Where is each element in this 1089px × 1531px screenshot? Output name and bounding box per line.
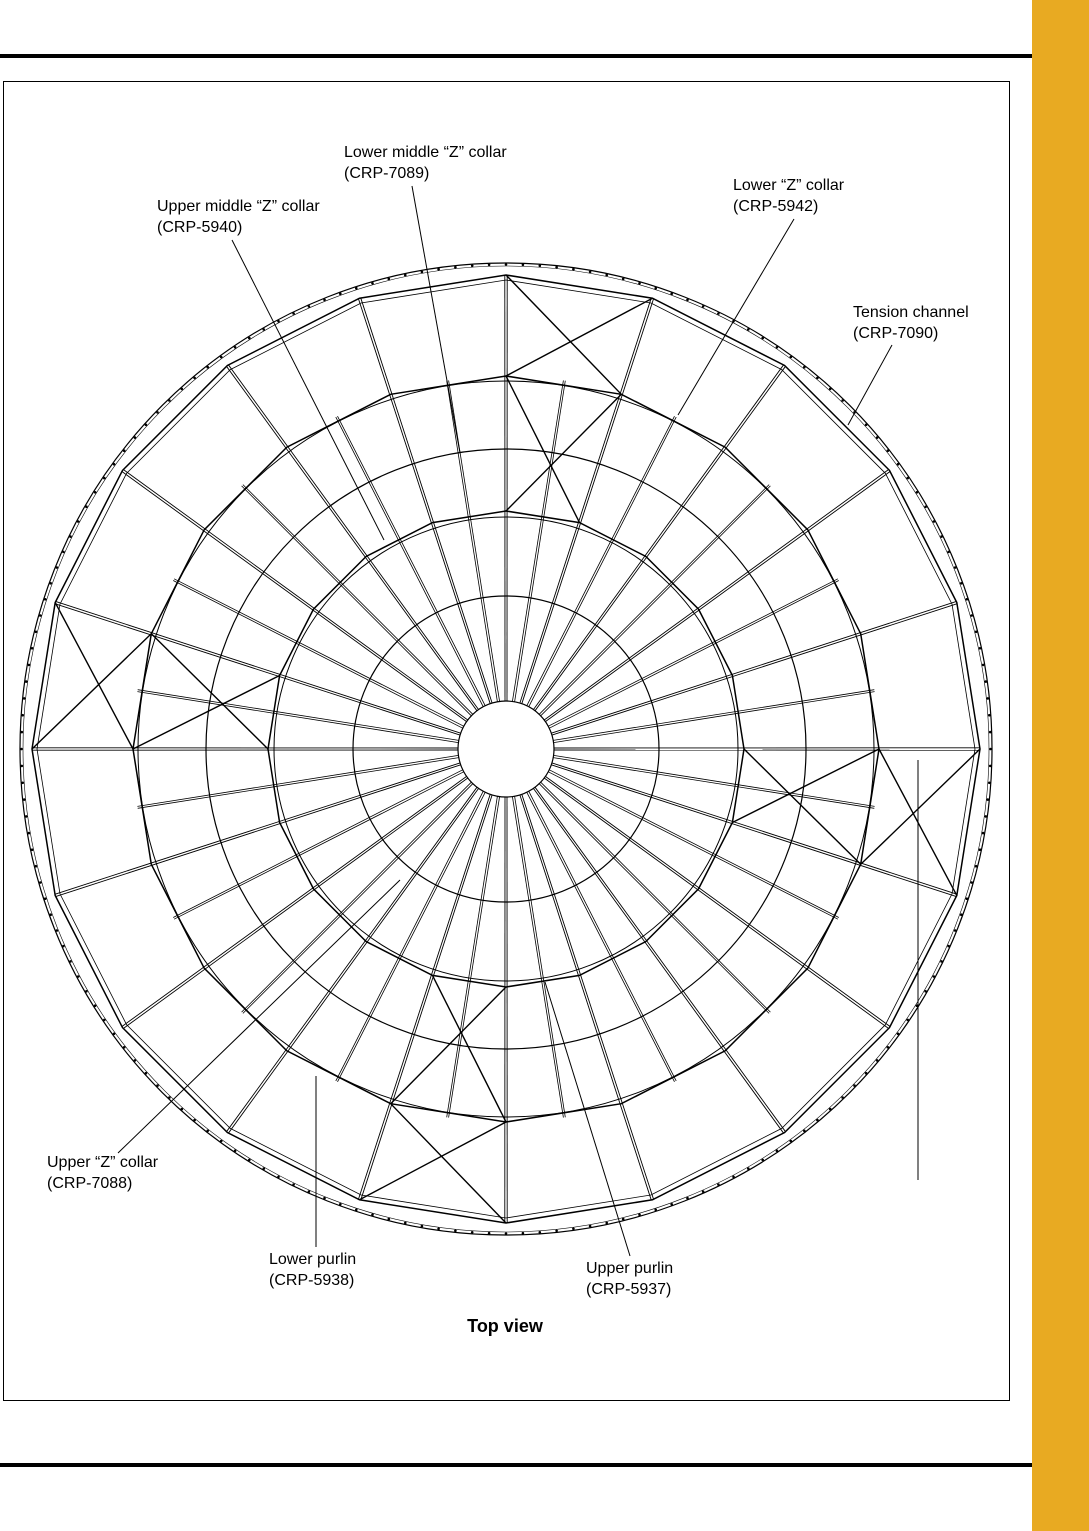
bolt [206, 1130, 209, 1133]
bolt [933, 520, 936, 523]
bolt [622, 1218, 625, 1221]
bolt [989, 731, 992, 734]
bolt [989, 765, 992, 768]
bolt [717, 1183, 720, 1186]
bolt [35, 865, 38, 868]
bolt [181, 1108, 184, 1111]
bolt [277, 320, 280, 323]
bolt [572, 268, 575, 271]
bolt [437, 1228, 440, 1231]
lower-middle-z-collar [206, 449, 806, 1049]
callout-lower-purlin [269, 1249, 356, 1291]
bolt [69, 535, 72, 538]
bolt [355, 287, 358, 290]
bolt [21, 731, 24, 734]
bolt [339, 1203, 342, 1206]
outer-ring-inner-edge [23, 266, 989, 1232]
rafter [545, 776, 890, 1026]
cross-brace [55, 603, 133, 750]
bolt [193, 377, 196, 380]
leader-lower-middle-z-collar [412, 186, 460, 453]
upper-z-collar [353, 596, 659, 902]
rafter [228, 365, 478, 710]
bolt [262, 328, 265, 331]
bolt [220, 1140, 223, 1143]
callout-upper-middle-z-collar [157, 196, 320, 238]
bolt [69, 960, 72, 963]
rafter [122, 776, 467, 1026]
bolt [292, 312, 295, 315]
bolt [454, 1230, 457, 1233]
tension-channel-inner [37, 280, 975, 1218]
bolt [638, 282, 641, 285]
bolt [437, 268, 440, 271]
bolt [572, 1228, 575, 1231]
bolt [471, 264, 474, 267]
bolt [916, 491, 919, 494]
bolt [404, 274, 407, 277]
bolt [454, 266, 457, 269]
bolt [20, 748, 23, 751]
bolt [987, 798, 990, 801]
bolt [605, 1222, 608, 1225]
bolt [234, 346, 237, 349]
bolt [717, 312, 720, 315]
bolt [404, 1222, 407, 1225]
bolt [589, 271, 592, 274]
bolt [975, 865, 978, 868]
bolt [982, 664, 985, 667]
rafter [226, 366, 477, 711]
bolt [539, 1231, 542, 1234]
upper-middle-z-collar [268, 511, 744, 987]
intermediate-rafter [553, 690, 874, 741]
bolt [206, 366, 209, 369]
bolt [985, 680, 988, 683]
cross-brace [506, 298, 653, 376]
bolt [145, 424, 148, 427]
bolt [56, 929, 59, 932]
callout-lower-z-collar [733, 175, 844, 217]
bolt [23, 697, 26, 700]
bolt [966, 897, 969, 900]
bolt [947, 551, 950, 554]
intermediate-rafter [515, 381, 566, 702]
leader-lower-z-collar [678, 219, 794, 415]
bolt [979, 848, 982, 851]
cross-brace [861, 749, 980, 864]
bolt [31, 848, 34, 851]
bolt [555, 1230, 558, 1233]
bolt [21, 765, 24, 768]
diagram-title: Top view [467, 1316, 543, 1336]
intermediate-rafter [541, 486, 771, 716]
bolt [638, 1213, 641, 1216]
bolt [25, 815, 28, 818]
bolt [355, 1209, 358, 1212]
bolt [23, 798, 26, 801]
bolt [21, 714, 24, 717]
lower-purlin [138, 381, 874, 1117]
leader-upper-z-collar [118, 880, 400, 1153]
bolt [421, 1225, 424, 1228]
bolt [989, 748, 992, 751]
bolt [960, 582, 963, 585]
upper-purlin [274, 517, 738, 981]
bolt [193, 1119, 196, 1122]
cross-brace [360, 1122, 507, 1200]
callout-part: (CRP-5942) [733, 198, 819, 215]
intermediate-rafter [173, 770, 463, 918]
bolt [44, 897, 47, 900]
bolt [49, 582, 52, 585]
bolt [816, 1119, 819, 1122]
bolt [887, 1046, 890, 1049]
bolt [28, 664, 31, 667]
callout-part: (CRP-7088) [47, 1175, 133, 1192]
bolt [248, 1159, 251, 1162]
bolt [975, 631, 978, 634]
bolt [876, 1059, 879, 1062]
bolt [181, 388, 184, 391]
bolt [77, 520, 80, 523]
bolt [906, 477, 909, 480]
bolt [94, 1004, 97, 1007]
intermediate-rafter [447, 796, 498, 1117]
intermediate-rafter [541, 782, 771, 1012]
bolt [488, 264, 491, 267]
rafter [545, 471, 890, 721]
cross-brace [506, 275, 621, 394]
bolt [323, 299, 326, 302]
bolt [841, 1096, 844, 1099]
leader-tension-channel [848, 345, 892, 425]
bolt [308, 1190, 311, 1193]
intermediate-rafter [173, 581, 463, 729]
bolt [505, 263, 508, 266]
bolt [829, 1108, 832, 1111]
bolt [134, 436, 137, 439]
bolt [776, 1149, 779, 1152]
bolt [156, 1084, 159, 1087]
intermediate-rafter [539, 784, 769, 1014]
callout-name: Lower “Z” collar [733, 177, 845, 194]
callout-upper-z-collar [47, 1152, 158, 1194]
intermediate-rafter [338, 416, 486, 706]
rafter [544, 778, 889, 1029]
callout-upper-purlin [586, 1258, 673, 1300]
bolt [113, 1033, 116, 1036]
bolt [829, 388, 832, 391]
bolt [702, 1190, 705, 1193]
bolt [145, 1072, 148, 1075]
bolt [488, 1232, 491, 1235]
bolt [156, 411, 159, 414]
bolt [31, 647, 34, 650]
bolt [940, 535, 943, 538]
bolt [803, 1130, 806, 1133]
intermediate-rafter [515, 796, 566, 1117]
bolt [94, 491, 97, 494]
tension-channel [32, 275, 980, 1223]
bolt [622, 278, 625, 281]
callout-name: Upper purlin [586, 1260, 674, 1277]
bolt [933, 975, 936, 978]
bolt [979, 647, 982, 650]
bolt [277, 1176, 280, 1179]
bolt [897, 1033, 900, 1036]
intermediate-rafter [549, 770, 839, 918]
center-hub [458, 701, 554, 797]
bolt [954, 566, 957, 569]
bolt [49, 913, 52, 916]
bolt [555, 266, 558, 269]
bolt [123, 1046, 126, 1049]
bolt [966, 598, 969, 601]
bolt [589, 1225, 592, 1228]
callout-part: (CRP-5937) [586, 1281, 672, 1298]
intermediate-rafter [549, 581, 839, 729]
bolt [522, 1232, 525, 1235]
bolt [168, 399, 171, 402]
bolt [686, 1197, 689, 1200]
bolt [654, 1209, 657, 1212]
rafter [123, 469, 468, 720]
bolt [168, 1096, 171, 1099]
intermediate-rafter [527, 792, 675, 1082]
bolt [371, 282, 374, 285]
bolt [776, 346, 779, 349]
rafter [228, 788, 478, 1133]
bolt [686, 299, 689, 302]
bolt [790, 356, 793, 359]
bolt [123, 449, 126, 452]
intermediate-rafter [138, 758, 459, 809]
bolt [539, 264, 542, 267]
rafter [544, 469, 889, 720]
bolt [339, 292, 342, 295]
intermediate-rafter [553, 758, 874, 809]
bolt [670, 292, 673, 295]
rafter [123, 778, 468, 1029]
bolt [471, 1231, 474, 1234]
bolt [960, 913, 963, 916]
rafter [535, 366, 786, 711]
bolt [987, 697, 990, 700]
bolt [292, 1183, 295, 1186]
bolt [702, 305, 705, 308]
bolt [853, 1084, 856, 1087]
bolt [25, 680, 28, 683]
bolt [954, 929, 957, 932]
bolt [732, 1176, 735, 1179]
callout-part: (CRP-7090) [853, 325, 939, 342]
bolt [988, 714, 991, 717]
intermediate-rafter [527, 416, 675, 706]
bolt [803, 366, 806, 369]
bolt [113, 463, 116, 466]
bolt [421, 271, 424, 274]
bolt [308, 305, 311, 308]
bolt [44, 598, 47, 601]
bolt [388, 1218, 391, 1221]
bolt [747, 328, 750, 331]
intermediate-rafter [447, 381, 498, 702]
callout-tension-channel [853, 302, 969, 344]
bolt [85, 990, 88, 993]
bolt [790, 1140, 793, 1143]
cross-brace [391, 1104, 506, 1223]
bolt [865, 424, 868, 427]
rafter [533, 788, 783, 1133]
bolt [865, 1072, 868, 1075]
bolt [654, 287, 657, 290]
intermediate-rafter [243, 784, 473, 1014]
bolt [388, 278, 391, 281]
bolt [39, 881, 42, 884]
bolt [970, 614, 973, 617]
callout-lower-middle-z-collar [344, 142, 507, 184]
rafter [226, 787, 477, 1132]
callout-part: (CRP-5940) [157, 219, 243, 236]
callout-name: Lower middle “Z” collar [344, 144, 507, 161]
bolt [56, 566, 59, 569]
bolt [505, 1232, 508, 1235]
callout-name: Upper “Z” collar [47, 1154, 159, 1171]
bolt [887, 449, 890, 452]
bolt [897, 463, 900, 466]
callout-name: Tension channel [853, 304, 969, 321]
callout-name: Upper middle “Z” collar [157, 198, 320, 215]
bolt [605, 274, 608, 277]
bolt [220, 356, 223, 359]
intermediate-rafter [138, 690, 459, 741]
bolt [988, 782, 991, 785]
intermediate-rafter [243, 485, 473, 715]
bolt [761, 1159, 764, 1162]
bolt [906, 1019, 909, 1022]
bolt [970, 881, 973, 884]
bolt [876, 436, 879, 439]
callout-name: Lower purlin [269, 1251, 357, 1268]
rafter [122, 471, 467, 721]
bolt [103, 477, 106, 480]
bolt [62, 945, 65, 948]
bolt [134, 1059, 137, 1062]
bolt [816, 377, 819, 380]
bolt [371, 1213, 374, 1216]
intermediate-rafter [242, 486, 472, 716]
bolt [747, 1167, 750, 1170]
bolt [77, 975, 80, 978]
bolt [234, 1149, 237, 1152]
bolt [62, 551, 65, 554]
bolt [522, 264, 525, 267]
lower-z-collar [133, 376, 879, 1122]
bolt [670, 1203, 673, 1206]
bolt [940, 960, 943, 963]
intermediate-rafter [539, 485, 769, 715]
bolt [761, 337, 764, 340]
bolt [323, 1197, 326, 1200]
callout-part: (CRP-5938) [269, 1272, 355, 1289]
bolt [35, 631, 38, 634]
bolt [85, 505, 88, 508]
outer-ring [20, 263, 992, 1235]
bolt [985, 815, 988, 818]
bolt [924, 506, 927, 509]
bolt [248, 337, 251, 340]
bolt [39, 614, 42, 617]
bolt [28, 832, 31, 835]
rafter [535, 787, 786, 1132]
intermediate-rafter [338, 792, 486, 1082]
bolt [982, 832, 985, 835]
bolt [21, 782, 24, 785]
bolt [103, 1019, 106, 1022]
callout-part: (CRP-7089) [344, 165, 430, 182]
bolt [947, 945, 950, 948]
bolt [841, 399, 844, 402]
cross-brace [32, 634, 151, 749]
bolt [924, 990, 927, 993]
rafter [533, 365, 783, 710]
intermediate-rafter [242, 782, 472, 1012]
bolt [263, 1167, 266, 1170]
